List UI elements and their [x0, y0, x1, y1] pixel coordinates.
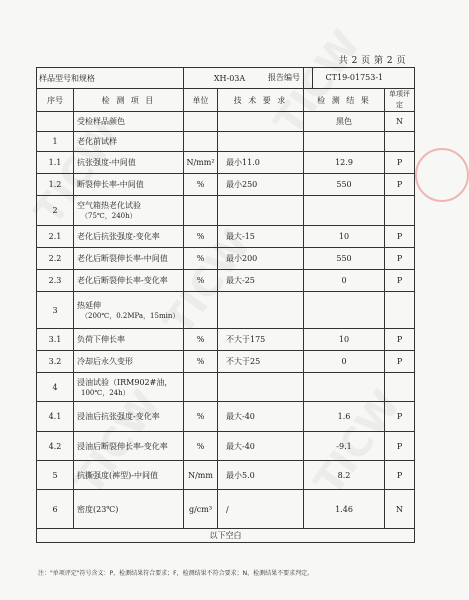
row-item — [74, 490, 184, 529]
row-requirement: 最小11.0 — [218, 152, 304, 174]
table-row — [37, 270, 415, 292]
row-seq: 1.1 — [37, 152, 74, 174]
row-unit: % — [184, 226, 218, 248]
row-item-label: 抗张强度-中间值 — [77, 158, 136, 167]
test-report-table — [36, 67, 415, 543]
row-seq: 3.2 — [37, 351, 74, 373]
table-row — [37, 226, 415, 248]
row-judgement: P — [385, 432, 415, 461]
row-result: 10 — [304, 329, 385, 351]
report-no-value: CT19-01753-1 — [325, 73, 384, 82]
column-header-row — [37, 89, 415, 112]
row-seq: 5 — [37, 461, 74, 490]
row-seq: 1.2 — [37, 174, 74, 196]
row-item — [74, 226, 184, 248]
row-judgement: P — [385, 329, 415, 351]
row-judgement: P — [385, 174, 415, 196]
col-judgement: 单项评定 — [385, 89, 415, 112]
row-item — [74, 461, 184, 490]
row-requirement — [218, 112, 304, 132]
row-unit — [184, 292, 218, 329]
row-judgement: P — [385, 351, 415, 373]
row-item — [74, 112, 184, 132]
row-unit: % — [184, 174, 218, 196]
row-requirement: 最大-40 — [218, 432, 304, 461]
row-judgement: P — [385, 248, 415, 270]
row-result — [304, 292, 385, 329]
row-item-label: 负荷下伸长率 — [77, 335, 125, 344]
row-item — [74, 152, 184, 174]
row-judgement — [385, 373, 415, 402]
row-requirement: 最大-25 — [218, 270, 304, 292]
row-requirement: 最小5.0 — [218, 461, 304, 490]
row-requirement: 最小200 — [218, 248, 304, 270]
row-seq: 6 — [37, 490, 74, 529]
row-seq: 2.2 — [37, 248, 74, 270]
row-judgement — [385, 132, 415, 152]
row-seq: 4.2 — [37, 432, 74, 461]
row-unit — [184, 132, 218, 152]
row-result: 0 — [304, 351, 385, 373]
table-row — [37, 196, 415, 226]
row-seq: 3.1 — [37, 329, 74, 351]
row-requirement — [218, 373, 304, 402]
model-value: XH-03A — [184, 68, 304, 89]
row-item-label: 冷却后永久变形 — [77, 357, 133, 366]
row-item-sublabel: 100℃，24h） — [81, 388, 130, 397]
row-item-label: 老化后断裂伸长率-中间值 — [77, 254, 168, 263]
row-unit: % — [184, 329, 218, 351]
row-item-sublabel: （200℃，0.2MPa，15min） — [81, 311, 180, 320]
footnote: 注："单项评定"符号含义：P，检测结果符合要求；F，检测结果不符合要求；N，检测结果不要求判定。 — [38, 570, 314, 577]
row-item — [74, 351, 184, 373]
row-item-label: 断裂伸长率-中间值 — [77, 180, 144, 189]
row-seq: 2 — [37, 196, 74, 226]
row-judgement — [385, 292, 415, 329]
row-seq — [37, 112, 74, 132]
row-requirement: 最大-40 — [218, 402, 304, 432]
row-requirement: / — [218, 490, 304, 529]
row-item — [74, 292, 184, 329]
table-row — [37, 132, 415, 152]
sample-info-row — [37, 68, 415, 89]
row-seq: 4.1 — [37, 402, 74, 432]
row-result: 0 — [304, 270, 385, 292]
row-seq: 1 — [37, 132, 74, 152]
row-item-label: 浸油后断裂伸长率-变化率 — [77, 441, 168, 451]
row-item-label: 抗撕强度(裤型)-中间值 — [77, 470, 158, 480]
row-item — [74, 373, 184, 402]
row-item-label: 受检样品颜色 — [77, 117, 125, 126]
table-row — [37, 432, 415, 461]
table-row — [37, 248, 415, 270]
row-unit: % — [184, 270, 218, 292]
row-judgement: N — [385, 112, 415, 132]
row-result: -9.1 — [304, 432, 385, 461]
col-seq: 序号 — [37, 89, 74, 112]
report-number-cell — [268, 68, 415, 89]
table-row — [37, 351, 415, 373]
table-row — [37, 292, 415, 329]
row-judgement: P — [385, 270, 415, 292]
row-judgement: P — [385, 152, 415, 174]
row-requirement: 最小250 — [218, 174, 304, 196]
row-result — [304, 196, 385, 226]
row-seq: 2.3 — [37, 270, 74, 292]
row-item-label: 浸油后抗张强度-变化率 — [77, 412, 160, 421]
row-unit: % — [184, 432, 218, 461]
row-unit — [184, 112, 218, 132]
model-label: 样品型号和规格 — [37, 68, 184, 89]
row-requirement — [218, 196, 304, 226]
row-unit: N/mm² — [184, 152, 218, 174]
row-item — [74, 174, 184, 196]
col-requirement: 技 术 要 求 — [218, 89, 304, 112]
table-row — [37, 174, 415, 196]
row-item — [74, 402, 184, 432]
row-item — [74, 270, 184, 292]
ending-text: 以下空白 — [37, 529, 415, 543]
row-item — [74, 329, 184, 351]
row-item-label: 空气箱热老化试验 — [77, 201, 141, 210]
ending-row — [37, 529, 415, 543]
row-result: 550 — [304, 248, 385, 270]
row-item-label: 浸油试验（IRM902#油， — [77, 377, 173, 387]
row-requirement: 不大于175 — [218, 329, 304, 351]
row-item-label: 老化后断裂伸长率-变化率 — [77, 276, 168, 285]
row-seq: 3 — [37, 292, 74, 329]
col-result: 检 测 结 果 — [304, 89, 385, 112]
table-row — [37, 329, 415, 351]
col-item: 检 测 项 目 — [74, 89, 184, 112]
row-item — [74, 132, 184, 152]
row-item-label: 密度(23℃) — [77, 504, 119, 514]
row-seq: 2.1 — [37, 226, 74, 248]
col-unit: 单位 — [184, 89, 218, 112]
row-result — [304, 373, 385, 402]
row-unit: g/cm³ — [184, 490, 218, 529]
row-item — [74, 196, 184, 226]
row-item — [74, 248, 184, 270]
row-unit: % — [184, 248, 218, 270]
row-requirement: 最大-15 — [218, 226, 304, 248]
row-requirement: 不大于25 — [218, 351, 304, 373]
row-result: 550 — [304, 174, 385, 196]
row-judgement: N — [385, 490, 415, 529]
row-requirement — [218, 132, 304, 152]
row-judgement: P — [385, 226, 415, 248]
row-judgement — [385, 196, 415, 226]
table-row — [37, 490, 415, 529]
row-unit: N/mm — [184, 461, 218, 490]
table-row — [37, 152, 415, 174]
row-judgement: P — [385, 461, 415, 490]
report-no-label: 报告编号 — [266, 68, 313, 88]
row-requirement — [218, 292, 304, 329]
table-row — [37, 373, 415, 402]
row-item-label: 老化后抗张强度-变化率 — [77, 232, 160, 241]
row-unit: % — [184, 351, 218, 373]
row-result: 10 — [304, 226, 385, 248]
row-result: 黑色 — [304, 112, 385, 132]
row-result: 12.9 — [304, 152, 385, 174]
row-judgement: P — [385, 402, 415, 432]
row-result: 8.2 — [304, 461, 385, 490]
row-seq: 4 — [37, 373, 74, 402]
table-row — [37, 461, 415, 490]
official-stamp — [415, 148, 469, 202]
row-unit — [184, 196, 218, 226]
table-row — [37, 402, 415, 432]
row-result — [304, 132, 385, 152]
page-indicator: 共 2 页 第 2 页 — [338, 56, 406, 66]
row-unit: % — [184, 402, 218, 432]
row-item-label: 热延伸 — [77, 300, 101, 310]
row-item-label: 老化前试样 — [77, 137, 117, 146]
row-item — [74, 432, 184, 461]
row-item-sublabel: （75℃，240h） — [81, 212, 137, 220]
row-result: 1.46 — [304, 490, 385, 529]
row-result: 1.6 — [304, 402, 385, 432]
row-unit — [184, 373, 218, 402]
table-row — [37, 112, 415, 132]
